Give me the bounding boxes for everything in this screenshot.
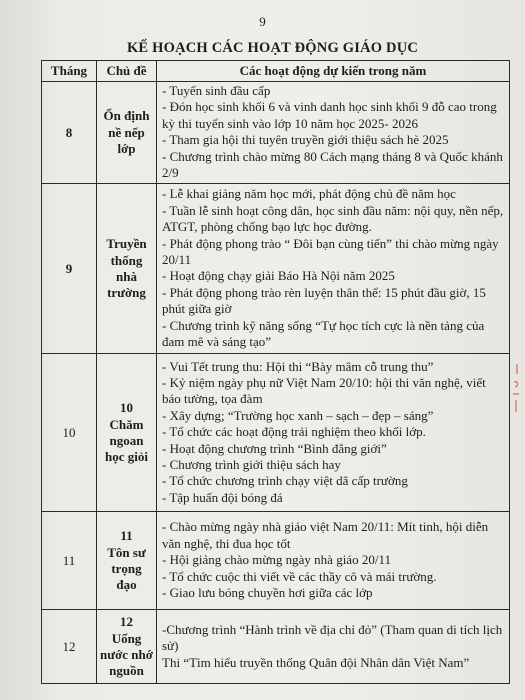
activity-item: Thi “Tìm hiểu truyền thống Quân đội Nhân dân Việt Nam” — [162, 654, 470, 670]
topic-number: 11 — [120, 528, 133, 544]
month-cell: 12 — [42, 610, 97, 684]
topic-number: 12 — [120, 614, 133, 630]
month-cell: 11 — [42, 512, 97, 610]
activity-item: - Vui Tết trung thu: Hội thi “Bày mâm cỗ trung thu” — [162, 358, 434, 374]
activities-cell — [157, 354, 510, 512]
table-row — [42, 610, 510, 684]
activities-cell — [157, 184, 510, 354]
month-cell: 9 — [42, 184, 97, 354]
activity-item: -Chương trình “Hành trình về địa chỉ đỏ” (Tham quan di tích lịch sử) — [162, 621, 503, 654]
activity-item: - Chào mừng ngày nhà giáo việt Nam 20/11: Mít tinh, hội diễn văn nghệ, thi đua học tốt — [162, 519, 489, 551]
month-cell: 8 — [42, 82, 97, 184]
red-margin-mark — [509, 360, 523, 420]
topic-number: 10 — [120, 400, 133, 416]
activity-item: - Tổ chức cuộc thi viết về các thầy cô và mái trường. — [162, 568, 437, 584]
activity-item: - Hội giảng chào mừng ngày nhà giáo 20/11 — [162, 552, 391, 568]
header-topic: Chủ đề — [97, 61, 157, 82]
topic-cell — [97, 354, 157, 512]
topic-label: Tôn sư trọng đạo — [107, 544, 146, 593]
topic-label: Chăm ngoan học giỏi — [105, 416, 148, 465]
activity-item: - Phát động phong trào rèn luyện thân thể: 15 phút đầu giờ, 15 phút giữa giờ — [162, 284, 486, 317]
activity-item: - Tổ chức các hoạt động trải nghiệm theo khối lớp. — [162, 424, 426, 440]
topic-cell: Truyền thống nhà trường — [97, 184, 157, 354]
activity-item: - Đón học sinh khối 6 và vinh danh học sinh khối 9 đỗ cao trong kỳ thi tuyển sinh vào lớp 10 năm học 2025- 2026 — [162, 99, 497, 131]
table-row — [42, 354, 510, 512]
activity-item: - Lễ khai giảng năm học mới, phát động chủ đề năm học — [162, 186, 456, 202]
activity-item: - Tập huấn đội bóng đá — [162, 489, 283, 505]
activity-item: - Giao lưu bóng chuyền hơi giữa các lớp — [162, 585, 373, 601]
activities-cell — [157, 610, 510, 684]
document-title: KẾ HOẠCH CÁC HOẠT ĐỘNG GIÁO DỤC — [126, 40, 419, 56]
activity-item: - Tổ chức chương trình chạy việt dã cấp trường — [162, 473, 408, 489]
topic-cell — [97, 610, 157, 684]
activity-item: - Phát động phong trào “ Đôi bạn cùng tiến” thi chào mừng ngày 20/11 — [162, 235, 499, 268]
activity-item: - Hoạt động chạy giải Báo Hà Nội năm 2025 — [162, 268, 395, 284]
activity-plan-table — [41, 60, 510, 684]
table-header-row — [42, 61, 510, 82]
activity-item: - Kỷ niệm ngày phụ nữ Việt Nam 20/10: hội thi văn nghệ, viết báo tường, tọa đàm — [162, 375, 486, 407]
month-cell: 10 — [42, 354, 97, 512]
activity-item: - Chương trình giới thiệu sách hay — [162, 457, 341, 473]
header-month: Tháng — [42, 61, 97, 82]
page-number: 9 — [259, 14, 266, 29]
topic-cell — [97, 512, 157, 610]
activity-item: - Hoạt động chương trình “Bình đẳng giới” — [162, 440, 387, 456]
table-row — [42, 82, 510, 184]
activities-cell — [157, 82, 510, 184]
activity-item: - Tuyển sinh đầu cấp — [162, 83, 271, 98]
topic-label: Uống nước nhớ nguồn — [100, 630, 153, 679]
topic-cell: Ổn định nề nếp lớp — [97, 82, 157, 184]
activity-item: - Chương trình kỹ năng sống “Tự học tích cực là nền tảng của đam mê và sáng tạo” — [162, 317, 485, 350]
activities-cell — [157, 512, 510, 610]
table-row — [42, 512, 510, 610]
activity-item: - Chương trình chào mừng 80 Cách mạng tháng 8 và Quốc khánh 2/9 — [162, 148, 503, 181]
table-row — [42, 184, 510, 354]
activity-item: - Tham gia hội thi tuyên truyền giới thiệu sách hè 2025 — [162, 132, 449, 148]
header-activities: Các hoạt động dự kiến trong năm — [157, 61, 510, 82]
activity-item: - Tuần lễ sinh hoạt công dân, học sinh đầu năm: nội quy, nền nếp, ATGT, phòng chống bạo lực học đường. — [162, 202, 504, 235]
activity-item: - Xây dựng; “Trường học xanh – sạch – đẹp – sáng” — [162, 407, 434, 423]
